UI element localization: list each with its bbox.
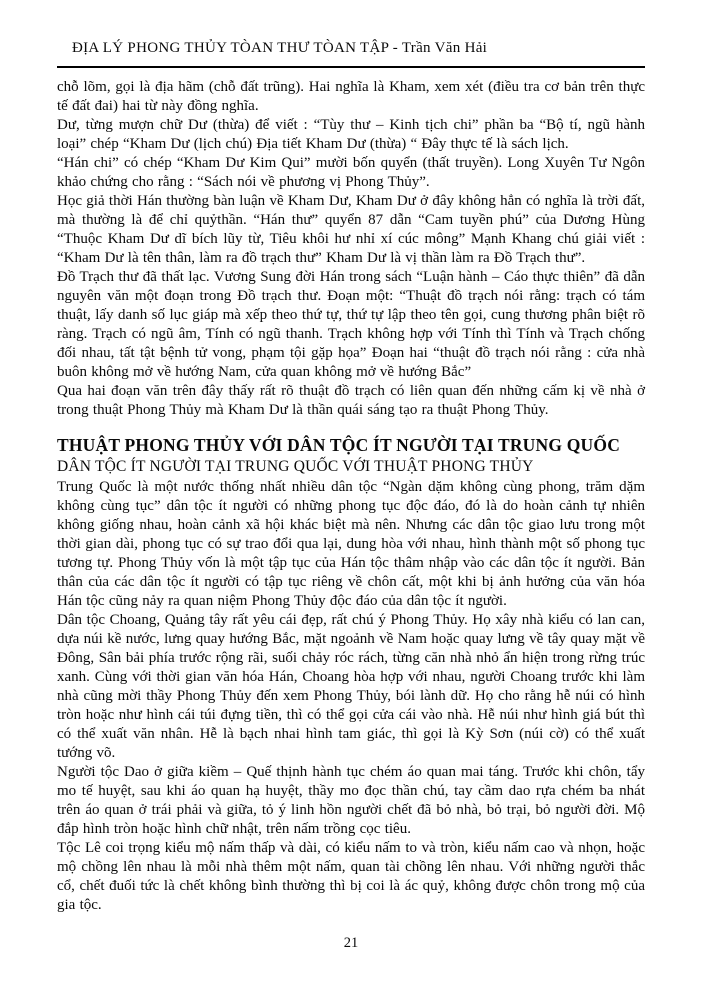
section-heading: THUẬT PHONG THỦY VỚI DÂN TỘC ÍT NGƯỜI TẠI TRUNG QUỐC	[57, 435, 621, 455]
paragraph-dan-toc-choang: Dân tộc Choang, Quảng tây rất yêu cái đẹp, rất chú ý Phong Thủy. Họ xây nhà kiểu có lan can, dựa núi kề nước, lưng quay hướng Bắc, mặt ngoảnh về Nam hoặc quay lưng về tây quay mặt về Đông, Sân bải phía trước rộng rãi, suối chảy róc rách, từng căn nhà nhỏ ẩn hiện trong rừng trúc xanh. Cùng với thời gian văn hóa Hán, Choang hòa hợp với nhau, người Choang trước khi làm nhà cũng mời thầy Phong Thủy đến xem Phong Thủy, bói lành dữ. Họ cho rằng hễ núi có hình tròn hoặc như hình cái túi đựng tiền, thì có thể gọi cửa cái vào nhà. Hễ núi như hình giá bút thì có thể xuất văn nhân. Hễ là bạch nhai hình tam giác, thì gọi là Kỳ Sơn (núi cờ) có thể xuất tướng võ.	[57, 612, 645, 761]
section-subheading: DÂN TỘC ÍT NGƯỜI TẠI TRUNG QUỐC VỚI THUẬT PHONG THỦY	[57, 458, 534, 475]
paragraph-trung-quoc-dan-toc: Trung Quốc là một nước thống nhất nhiều dân tộc “Ngàn dặm không cùng phong, trăm dặm không cùng tục” dân tộc ít người có những phong tục độc đáo, đó là do hoàn cảnh tự nhiên không giống nhau, hoàn cảnh xã hội khác biệt mà nên. Nhưng các dân tộc giao lưu trong một thời gian dài, phong tục có sự trao đổi qua lại, dung hòa với nhau, hình thành một số phong tục tương tự. Phong Thủy vốn là một tập tục của Hán tộc thâm nhập vào các dân tộc ít người. Bản thân của các dân tộc ít người có tập tục riêng về chôn cất, một khi bị ảnh hưởng của văn hóa Hán tộc cũng nảy ra quan niệm Phong Thủy độc đáo của dân tộc ít người.	[57, 479, 645, 609]
paragraph-toc-le: Tộc Lê coi trọng kiểu mộ nấm thấp và dài, có kiểu nấm to và tròn, kiểu nấm cao và nhọn, hoặc mộ chồng lên nhau là mỗi nhà thêm một nấm, quan tài chồng lên nhau. Với những người thắc cổ, chết đuối tức là chết không bình thường thì bị coi là ác quỷ, không được chôn trong mộ của gia tộc.	[57, 840, 645, 913]
page-header	[57, 40, 645, 57]
paragraph-do-trach-thu: Đồ Trạch thư đã thất lạc. Vương Sung đời Hán trong sách “Luận hành – Cáo thực thiên” đã dẫn nguyên văn một đoạn trong Đồ trạch thư. Đoạn một: “Thuật đồ trạch nói rằng: trạch có tám thuật, lấy danh số lục giáp mà xếp theo thứ tự, thứ tự lập theo tên gọi, cung thương phân biệt rõ ràng. Trạch có ngũ âm, Tính có ngũ thanh. Trạch không hợp với Tính thì Tính và Trạch chống đối nhau, tất tật bệnh tử vong, phạm tội gặp họa” Đoạn hai “thuật đồ trạch nói rằng : cửa nhà buôn không mở về hướng Nam, cửa quan không mở về hướng Bắc”	[57, 269, 645, 380]
header-rule	[57, 66, 645, 68]
header-title: ĐỊA LÝ PHONG THỦY TÒAN THƯ TÒAN TẬP - Trần Văn Hải	[72, 40, 488, 56]
paragraph-han-chi: “Hán chi” có chép “Kham Dư Kim Qui” mười bốn quyển (thất truyền). Long Xuyên Tư Ngôn khảo chứng cho rằng : “Sách nói về phương vị Phong Thủy”.	[57, 155, 645, 190]
paragraph-kham-dia-ham: chỗ lõm, gọi là địa hãm (chỗ đất trũng). Hai nghĩa là Kham, xem xét (điều tra cơ bản trên thực tế đất đai) hai từ này đồng nghĩa.	[57, 79, 645, 114]
paragraph-hoc-gia-thoi-han: Học giả thời Hán thường bàn luận về Kham Dư, Kham Dư ở đây không hẳn có nghĩa là trời đất, mà thường là để chỉ quỷthần. “Hán thư” quyển 87 dẫn “Cam tuyền phú” của Dương Hùng “Thuộc Kham Dư dĩ bích lũy từ, Tiêu khôi hư nhỉ xí cúc mông” Mạnh Khang chú giải viết : “Kham Dư là tên thân, làm ra đồ trạch thư” Kham Dư là vị thần làm ra Đồ Trạch thư”.	[57, 193, 645, 266]
page-footer	[0, 935, 702, 952]
page-content	[57, 78, 645, 915]
paragraph-nguoi-toc-dao: Người tộc Dao ở giữa kiềm – Quế thịnh hành tục chém áo quan mai táng. Trước khi chôn, tẩy mo tế huyệt, sau khi áo quan hạ huyệt, thầy mo đọc thần chú, tay cầm dao rựa chém ba nhát trên áo quan ở trái phải và giữa, tỏ ý linh hồn người chết đã bỏ nhà, bỏ trại, bỏ người đời. Mộ đắp hình tròn hoặc hình chữ nhật, trên nấm trồng cọc tiêu.	[57, 764, 645, 837]
paragraph-du-tuy-thu: Dư, từng mượn chữ Dư (thừa) để viết : “Tùy thư – Kinh tịch chi” phần ba “Bộ tí, ngũ hành loại” chép “Kham Dư (lịch chú) Địa tiết Kham Dư (thừa) “ Đây thực tế là sách lịch.	[57, 117, 645, 152]
page-number: 21	[343, 935, 359, 951]
paragraph-qua-hai-doan-van: Qua hai đoạn văn trên đây thấy rất rõ thuật đồ trạch có liên quan đến những cấm kị về nhà ở trong thuật Phong Thủy mà Kham Dư là thần quái sáng tạo ra thuật Phong Thủy.	[57, 383, 645, 418]
